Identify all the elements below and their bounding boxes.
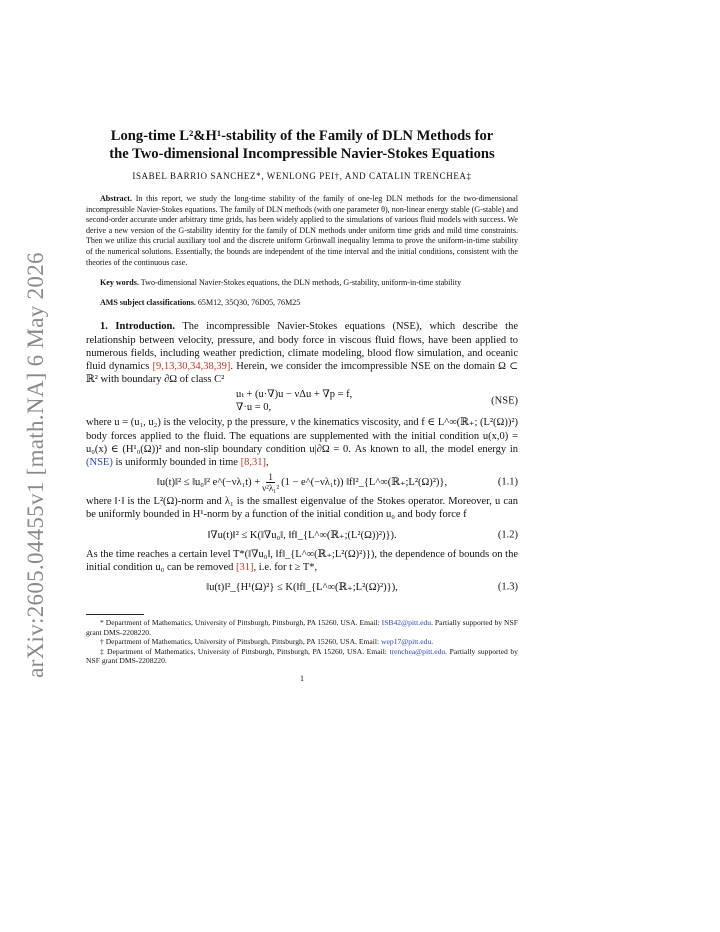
paragraph-2: where u = (u₁, u₂) is the velocity, p the pressure, ν the kinematics viscosity, and f ∈ L^∞(ℝ₊; (L²(Ω))²) body forces applied to the fluid. The equations are supplemented with the initial condition u(x,0) = u₀(x) ∈ (H¹₀(Ω))² and non-slip boundary condition u|∂Ω = 0. As known to all, the model energy in (NSE) is uniformly bounded in time [8,31], [86, 417, 518, 468]
footnote-rule [86, 614, 144, 615]
email-link[interactable]: wep17@pitt.edu [381, 637, 432, 647]
intro-text: The incompressible Navier-Stokes equations (NSE), which describe the relationship between velocity, pressure, and body force in viscous fluid flows, have been applied to numerous fields, including weather prediction, climate modeling, blood flow simulation, and oceanic fluid dynamics [86, 321, 518, 372]
email-link[interactable]: trenchea@pitt.edu [389, 646, 446, 656]
arxiv-stamp-text: arXiv:2605.04455v1 [math.NA] 6 May 2026 [23, 252, 48, 678]
nse-line-2: ∇·u = 0, [236, 402, 272, 414]
fn3-text: ‡ Department of Mathematics, University of Pittsburgh, Pittsburgh, PA 15260, USA. Email: [100, 646, 387, 656]
ams-classifications [86, 298, 518, 309]
ams-label: AMS subject classifications. [100, 297, 196, 307]
page-number: 1 [300, 673, 304, 683]
paragraph-3: where ‖·‖ is the L²(Ω)-norm and λ₁ is the smallest eigenvalue of the Stokes operator. Moreover, u can be uniformly bounded in H¹-norm by a function of the initial condition u₀ and body force f [86, 496, 518, 521]
keywords-label: Key words. [100, 278, 139, 288]
footnote-3 [86, 647, 518, 666]
ams-text: 65M12, 35Q30, 76D05, 76M25 [197, 297, 301, 307]
title-line-2: the Two-dimensional Incompressible Navier-Stokes Equations [109, 146, 495, 162]
p4-text: As the time reaches a certain level T*(‖∇u₀‖, ‖f‖_{L^∞(ℝ₊;L²(Ω)²)}), the dependence of bounds on the initial condition u₀ can be removed [86, 548, 518, 573]
equation-tag: (1.2) [497, 529, 518, 541]
citation-link[interactable]: [9,13,30,34,38,39] [152, 360, 231, 372]
intro-tail: . Herein, we consider the imcompressible NSE on the domain Ω ⊂ ℝ² with boundary ∂Ω of class C² [86, 360, 518, 386]
p2-text: where u = (u₁, u₂) is the velocity, p the pressure, ν the kinematics viscosity, and f ∈ L^∞(ℝ₊; (L²(Ω))²) body forces applied to the fluid. The equations are supplemented with the initial condition u(x,0) = u₀(x) ∈ (H¹₀(Ω))² and non-slip boundary condition u|∂Ω = 0. As known to all, the model energy in [86, 417, 518, 455]
equation-tag: (1.1) [497, 476, 518, 488]
keywords-text: Two-dimensional Navier-Stokes equations, the DLN methods, G-stability, uniform-in-time stability [140, 278, 462, 288]
fn2-tail: . [431, 637, 434, 647]
title-line-1: Long-time L²&H¹-stability of the Family of DLN Methods for [110, 128, 494, 144]
footnote-2 [86, 637, 518, 647]
email-link[interactable]: ISB42@pitt.edu [381, 617, 432, 627]
eq2-body: ‖∇u(t)‖² ≤ K(‖∇u₀‖, ‖f‖_{L^∞(ℝ₊;(L²(Ω))²)}). [207, 529, 397, 541]
citation-link[interactable]: [31] [236, 561, 254, 573]
fn1-tail: . Partially supported by NSF grant DMS-2208220. [86, 617, 518, 637]
fn3-tail: . Partially supported by NSF grant DMS-2208220. [86, 646, 518, 666]
p2-text-b: is uniformly bounded in time [115, 456, 238, 468]
fn1-text: * Department of Mathematics, University of Pittsburgh, Pittsburgh, PA 15260, USA. Email: [100, 617, 380, 627]
eq1-right: (1 − e^(−νλ₁t)) ‖f‖²_{L^∞(ℝ₊;L²(Ω)²)}, [281, 477, 448, 489]
paper-page [86, 127, 518, 683]
equation-tag: (1.3) [497, 581, 518, 593]
eq1-frac-num: 1 [268, 471, 273, 482]
abstract-text: In this report, we study the long-time stability of the family of one-leg DLN methods for the two-dimensional incompressible Navier-Stokes equations. The family of DLN methods (with one parameter θ), non-linear energy stable (G-stable) and second-order accurate under arbitrary time grids, has been widely applied to the simulations of various fluid models with success. We derive a new version of the G-stability identity for the family of DLN methods under uniform time grids and mild time constraints. Then we utilize this crucial auxiliary tool and the discrete uniform Grönwall inequality lemma to prove the uniform-in-time stability of the numerical solutions. Essentially, the bounds are independent of the time interval and the initial conditions, consistent with the theories of the continuous case. [86, 194, 518, 267]
eq1-left: ‖u(t)‖² ≤ ‖u₀‖² e^(−νλ₁t) + [156, 476, 261, 488]
section-heading: 1. Introduction. [100, 321, 176, 333]
footnote-1 [86, 618, 518, 637]
equation-1-1 [86, 469, 518, 495]
intro-paragraph-1 [86, 320, 518, 386]
citation-link[interactable]: [8,31] [240, 456, 266, 468]
abstract [86, 194, 518, 268]
equation-ref-link[interactable]: (NSE) [86, 456, 113, 468]
equation-1-2 [86, 522, 518, 548]
paper-title [86, 127, 518, 163]
eq3-body: ‖u(t)‖²_{H¹(Ω)²} ≤ K(‖f‖_{L^∞(ℝ₊;L²(Ω)²)}), [206, 581, 398, 593]
fn2-text: † Department of Mathematics, University of Pittsburgh, Pittsburgh, PA 15260, USA. Email: [100, 637, 380, 647]
eq1-fraction [262, 472, 279, 493]
keywords [86, 278, 518, 289]
abstract-label: Abstract. [100, 194, 132, 203]
arxiv-stamp [8, 245, 64, 685]
equation-1-3 [86, 574, 518, 600]
eq1-frac-den: ν²λ₁² [262, 482, 280, 493]
equation-tag-nse: (NSE) [491, 395, 518, 407]
equation-nse [86, 386, 518, 416]
paragraph-4 [86, 548, 518, 574]
p4-tail: , i.e. for t ≥ T*, [253, 561, 318, 573]
author-list: ISABEL BARRIO SANCHEZ*, WENLONG PEI†, AND CATALIN TRENCHEA‡ [132, 171, 472, 181]
nse-line-1: uₜ + (u·∇)u − νΔu + ∇p = f, [236, 389, 353, 401]
